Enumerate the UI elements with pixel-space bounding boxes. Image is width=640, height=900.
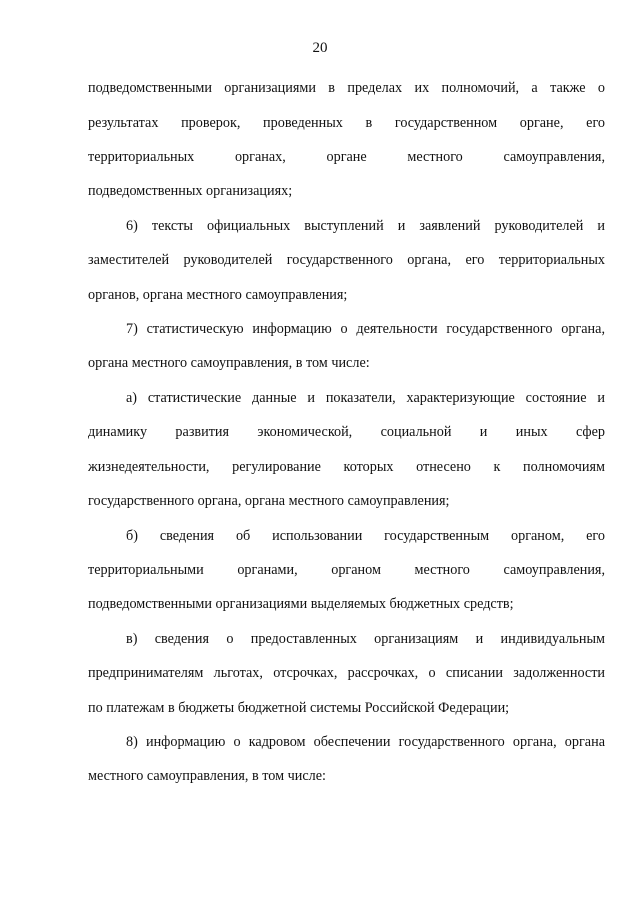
paragraph-start-line: б) сведения об использовании государственным органом, его: [126, 528, 605, 544]
text-line: предпринимателям льготах, отсрочках, рассрочках, о списании задолженности: [88, 665, 605, 681]
text-line: результатах проверок, проведенных в государственном органе, его: [88, 115, 605, 131]
text-line: территориальными органами, органом местного самоуправления,: [88, 562, 605, 578]
text-line: местного самоуправления, в том числе:: [88, 768, 326, 784]
paragraph-start-line: в) сведения о предоставленных организациям и индивидуальным: [126, 631, 605, 647]
text-line: государственного органа, органа местного самоуправления;: [88, 493, 450, 509]
text-line: подведомственными организациями выделяемых бюджетных средств;: [88, 596, 514, 612]
text-line: территориальных органах, органе местного самоуправления,: [88, 149, 605, 165]
text-line: заместителей руководителей государственного органа, его территориальных: [88, 252, 605, 268]
paragraph-start-line: 8) информацию о кадровом обеспечении государственного органа, органа: [126, 734, 605, 750]
text-line: подведомственных организациях;: [88, 183, 293, 199]
paragraph-start-line: 6) тексты официальных выступлений и заявлений руководителей и: [126, 218, 605, 234]
text-line: органов, органа местного самоуправления;: [88, 287, 348, 303]
text-line: жизнедеятельности, регулирование которых отнесено к полномочиям: [88, 459, 605, 475]
page-number: 20: [312, 40, 328, 56]
paragraph-start-line: а) статистические данные и показатели, характеризующие состояние и: [126, 390, 605, 406]
text-line: по платежам в бюджеты бюджетной системы Российской Федерации;: [88, 700, 510, 716]
paragraph-start-line: 7) статистическую информацию о деятельности государственного органа,: [126, 321, 605, 337]
text-line: динамику развития экономической, социальной и иных сфер: [88, 424, 605, 440]
text-line: подведомственными организациями в пределах их полномочий, а также о: [88, 80, 605, 96]
text-line: органа местного самоуправления, в том числе:: [88, 355, 370, 371]
